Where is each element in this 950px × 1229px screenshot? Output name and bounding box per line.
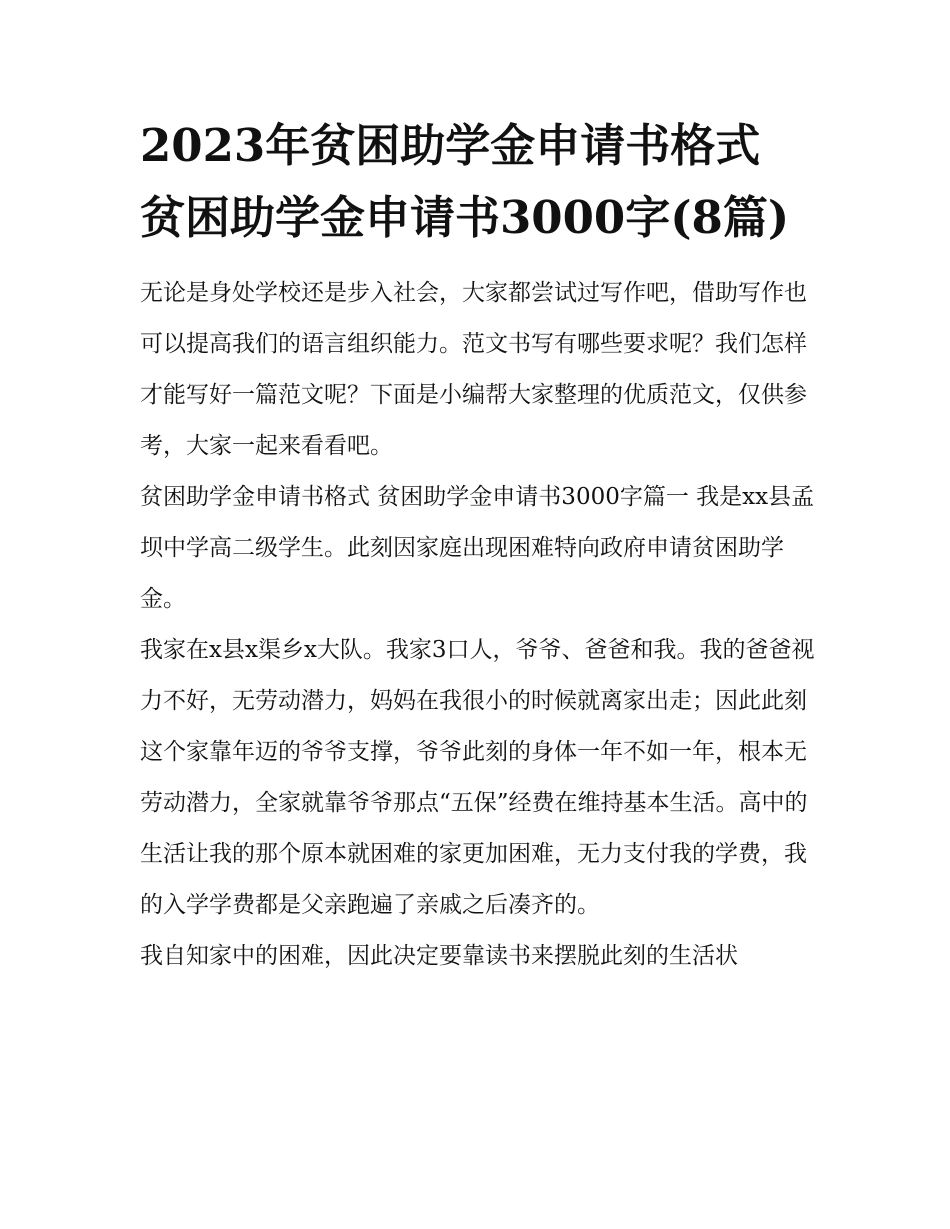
- document-page: [140, 110, 820, 982]
- document-title: 2023年贫困助学金申请书格式 贫困助学金申请书3000字(8篇): [140, 119, 790, 244]
- paragraph-intro: 无论是身处学校还是步入社会，大家都尝试过写作吧，借助写作也可以提高我们的语言组织能力。范文书写有哪些要求呢？我们怎样才能写好一篇范文呢？下面是小编帮大家整理的优质范文，仅供参考，大家一起来看看吧。: [140, 280, 807, 459]
- paragraph-family-situation: 我家在x县x渠乡x大队。我家3口人，爷爷、爸爸和我。我的爸爸视力不好，无劳动潜力，妈妈在我很小的时候就离家出走；因此此刻这个家靠年迈的爷爷支撑，爷爷此刻的身体一年不如一年，根本无劳动潜力，全家就靠爷爷那点“五保”经费在维持基本生活。高中的生活让我的那个原本就困难的家更加困难，无力支付我的学费，我的入学学费都是父亲跑遍了亲戚之后凑齐的。: [140, 637, 815, 918]
- paragraph-resolution: 我自知家中的困难，因此决定要靠读书来摆脱此刻的生活状: [140, 943, 738, 969]
- paragraph-application-start: 贫困助学金申请书格式 贫困助学金申请书3000字篇一 我是xx县孟坝中学高二级学生。此刻因家庭出现困难特向政府申请贫困助学金。: [140, 484, 815, 612]
